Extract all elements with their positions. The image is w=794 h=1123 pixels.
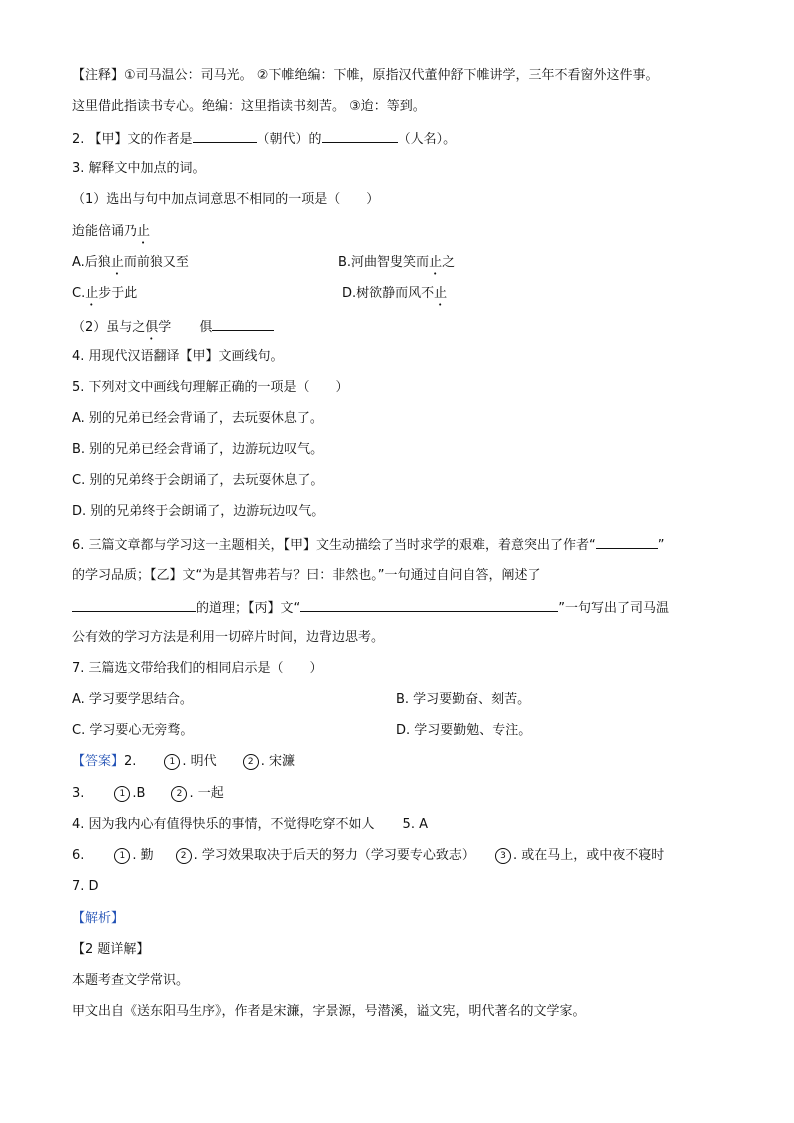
q3-option-b [338,253,455,278]
question-6-line-4: 公有效的学习方法是利用一切碎片时间，边背边思考。 [72,630,385,645]
q3-sentence-text: 迨能倍诵乃 [72,224,138,239]
analysis-sub-label: 【2 题详解】 [72,942,150,957]
q3-option-d-text-a: D.树欲静而风不 [342,286,435,301]
circle-number-icon: 2 [171,786,187,802]
q6-blank-sentence[interactable] [300,597,558,612]
q5-option-b: B. 别的兄弟已经会背诵了，边游玩边叹气。 [72,442,324,457]
question-3-sentence [72,222,150,247]
answer-6-3: . 或在马上，或中夜不寝时 [512,848,665,863]
answer-2-num: 2. [124,754,137,769]
q5-option-c: C. 别的兄弟终于会朗诵了，去玩耍休息了。 [72,473,324,488]
q3-option-b-text-a: B.河曲智叟笑而 [338,255,430,270]
analysis-label: 【解析】 [72,911,125,926]
q3-option-c-text-a: C. [72,286,86,301]
q3-option-a-text-a: A.后狼 [72,255,111,270]
q5-option-d: D. 别的兄弟终于会朗诵了，边游玩边叹气。 [72,504,325,519]
q2-blank-dynasty[interactable] [193,128,257,143]
circle-number-icon: 1 [114,786,130,802]
question-4: 4. 用现代汉语翻译【甲】文画线句。 [72,349,284,364]
answer-6-1: . 勤 [132,848,154,863]
q3-option-c-text-b: 步于此 [98,286,138,301]
q2-blank-name[interactable] [322,128,398,143]
answer-line-3 [72,784,224,804]
analysis-paragraph-2: 甲文出自《送东阳马生序》，作者是宋濂，字景源，号潜溪，谥文宪，明代著名的文学家。 [72,1004,586,1019]
q6-line1-text-a: 6. 三篇文章都与学习这一主题相关，【甲】文生动描绘了当时求学的艰难，着意突出了作者“ [72,538,596,553]
q2-text-b: （朝代）的 [256,132,322,147]
q6-line3-text-b: ”一句写出了司马温 [558,601,669,616]
q2-text-c: （人名）。 [397,132,457,147]
circle-number-icon: 1 [164,754,180,770]
q7-option-d: D. 学习要勤勉、专注。 [396,723,532,738]
note-line-2: 这里借此指读书专心。绝编：这里指读书刻苦。 ③迨：等到。 [72,99,426,114]
q7-option-c: C. 学习要心无旁骛。 [72,723,194,738]
q6-blank-reason[interactable] [72,597,196,612]
q3-option-d [342,284,447,309]
question-6-line-2: 的学习品质；【乙】文“为是其智弗若与？曰：非然也。”一句通过自问自答，阐述了 [72,568,541,583]
question-6-line-3 [72,597,669,619]
answer-4: 4. 因为我内心有值得快乐的事情，不觉得吃穿不如人 [72,817,375,832]
q3-sub2-blank[interactable] [212,316,274,331]
answer-line-4-5 [72,815,428,835]
question-6-line-1 [72,534,665,556]
circle-number-icon: 2 [176,848,192,864]
q6-line1-text-b: ” [657,538,665,553]
q3-option-a-text-b: 而前狼又至 [123,255,189,270]
q3-option-c-dotted: 止 [85,286,99,301]
q3-sub2-text-a: （2）虽与之 [72,320,146,335]
q3-option-b-dotted: 止 [429,255,443,270]
q5-option-a: A. 别的兄弟已经会背诵了，去玩耍休息了。 [72,411,323,426]
question-5-title: 5. 下列对文中画线句理解正确的一项是（ ） [72,380,349,395]
answer-line-7: 7. D [72,879,99,894]
q6-line3-text-a: 的道理；【丙】文“ [196,601,301,616]
answer-3-num: 3. [72,786,85,801]
question-2 [72,128,456,150]
q3-sentence-dotted-word: 止 [137,224,151,239]
answer-6-2: . 学习效果取决于后天的努力（学习要专心致志） [193,848,475,863]
circle-number-icon: 2 [243,754,259,770]
q3-option-a-dotted: 止 [110,255,124,270]
q3-sub2-dotted: 俱 [145,320,159,335]
answer-2-2: . 宋濂 [260,754,295,769]
answer-3-1: .B [132,786,146,801]
question-7-title: 7. 三篇选文带给我们的相同启示是（ ） [72,661,323,676]
circle-number-icon: 1 [114,848,130,864]
answer-line-6 [72,846,664,866]
answer-6-num: 6. [72,848,85,863]
answer-5: 5. A [402,817,428,832]
question-3-sub1: （1）选出与句中加点词意思不相同的一项是（ ） [72,192,380,207]
note-line-1: 【注释】①司马温公：司马光。 ②下帷绝编：下帷，原指汉代董仲舒下帷讲学，三年不看窗外这件事。 [72,68,659,83]
circle-number-icon: 3 [495,848,511,864]
question-3-sub2 [72,316,274,343]
answer-3-2: . 一起 [189,786,224,801]
q7-option-a: A. 学习要学思结合。 [72,692,193,707]
q7-option-b: B. 学习要勤奋、刻苦。 [396,692,531,707]
q3-sub2-word: 俱 [199,320,213,335]
answer-label: 【答案】 [72,754,125,769]
question-3-title: 3. 解释文中加点的词。 [72,161,206,176]
answer-2-1: . 明代 [182,754,217,769]
q3-option-d-dotted: 止 [434,286,448,301]
q3-option-a [72,253,189,278]
q3-option-b-text-b: 之 [442,255,456,270]
answer-line-2 [72,752,295,772]
q3-option-c [72,284,137,309]
q2-text-a: 2. 【甲】文的作者是 [72,132,193,147]
analysis-paragraph-1: 本题考查文学常识。 [72,973,190,988]
q3-sub2-text-b: 学 [158,320,172,335]
q6-blank-quality[interactable] [596,534,658,549]
